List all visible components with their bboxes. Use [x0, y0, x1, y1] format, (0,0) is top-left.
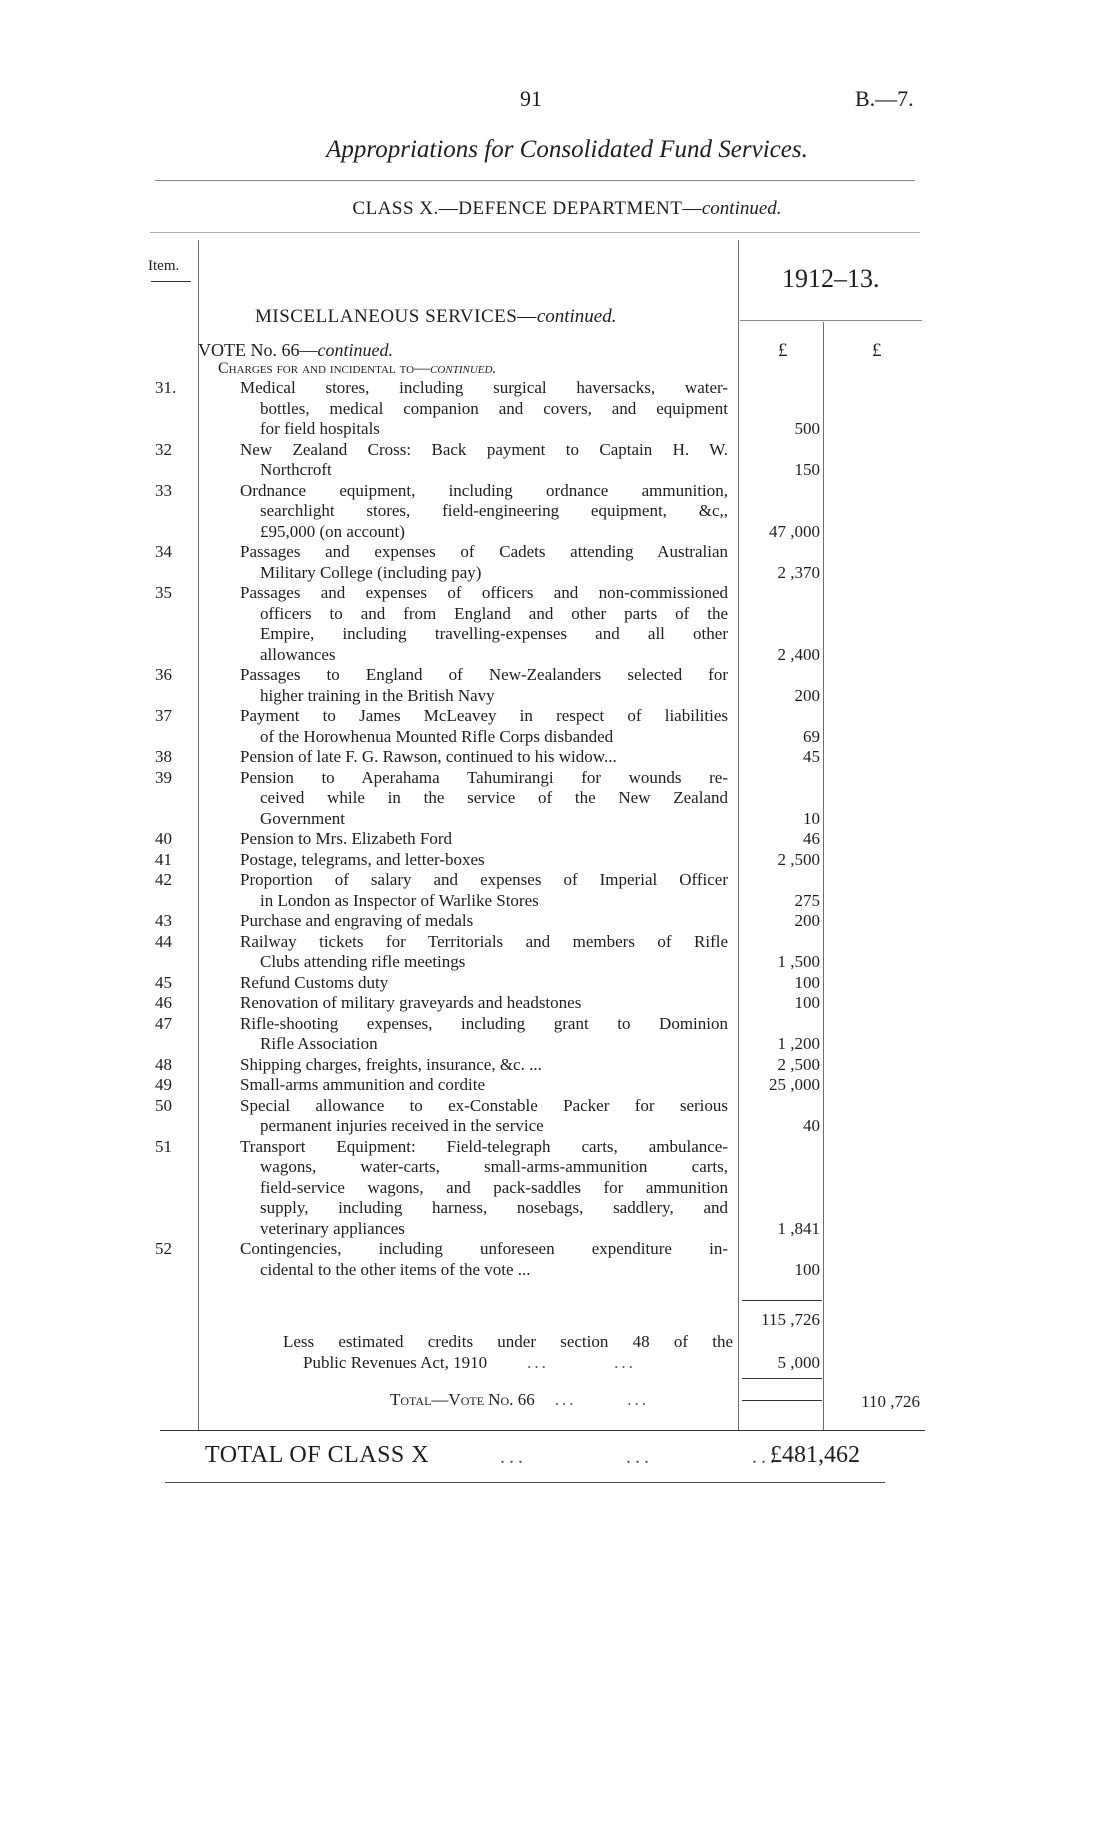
item-number: 49: [155, 1075, 172, 1094]
page-number: 91: [520, 86, 542, 111]
item-description-line: Payment to James McLeavey in respect of liabilities: [240, 706, 728, 725]
item-number: 33: [155, 480, 172, 500]
item-description-line: ceived while in the service of the New Zealand: [260, 788, 728, 807]
item-description-line: Proportion of salary and expenses of Imperial Officer: [240, 870, 728, 889]
item-amount: 2 ,500: [777, 1054, 820, 1074]
item-amount: 45: [803, 747, 820, 766]
item-amount: 1 ,200: [777, 1034, 820, 1053]
page-title: Appropriations for Consolidated Fund Services.: [326, 136, 808, 163]
item-description: [240, 1055, 728, 1076]
item-amount: 200: [794, 911, 820, 930]
item-number: 40: [155, 829, 172, 848]
item-number: 42: [155, 870, 172, 889]
item-amount: 2 ,400: [777, 644, 820, 664]
less-credits-line-2: Public Revenues Act, 1910 ... ...: [303, 1353, 636, 1372]
item-description-line: allowances: [260, 644, 336, 664]
item-description-line: Pension to Mrs. Elizabeth Ford: [240, 829, 453, 848]
item-description-line: veterinary appliances: [260, 1218, 405, 1238]
item-number: 35: [155, 583, 172, 602]
item-description: [240, 829, 728, 850]
item-column-header: Item.: [148, 258, 180, 274]
item-amount: 2 ,500: [777, 849, 820, 869]
item-number: 32: [155, 439, 172, 459]
item-number: 50: [155, 1095, 172, 1115]
item-description-line: bottles, medical companion and covers, and equipment: [260, 398, 728, 418]
item-number: 37: [155, 706, 172, 725]
title-rule: [155, 180, 915, 181]
item-amount: 25 ,000: [769, 1075, 820, 1094]
item-description-line: Shipping charges, freights, insurance, &c. ...: [240, 1054, 542, 1074]
year-column-header: 1912–13.: [782, 264, 880, 293]
item-description-line: New Zealand Cross: Back payment to Captain H. W.: [240, 439, 728, 459]
item-description-line: Passages to England of New-Zealanders selected for: [240, 665, 728, 684]
item-description-line: for field hospitals: [260, 419, 380, 438]
amount-column-divider: [738, 240, 739, 1430]
total-vote-rule: [742, 1400, 822, 1401]
item-description-line: Pension of late F. G. Rawson, continued to his widow...: [240, 747, 617, 766]
item-description-line: Northcroft: [260, 460, 332, 479]
item-column-divider: [198, 240, 199, 1430]
year-header-rule: [740, 320, 922, 321]
item-description: [240, 481, 728, 543]
item-description: [240, 747, 728, 768]
total-vote-label: Total—Vote No. 66 ... ...: [390, 1390, 649, 1409]
item-description-line: Refund Customs duty: [240, 972, 389, 992]
grand-total-label: TOTAL OF CLASS X: [205, 1442, 430, 1468]
subtotal-rule: [742, 1300, 822, 1301]
item-description-line: of the Horowhenua Mounted Rifle Corps disbanded: [260, 726, 614, 746]
item-description-line: wagons, water-carts, small-arms-ammunition carts,: [260, 1157, 728, 1176]
item-description: [240, 583, 728, 665]
less-credits-rule: [742, 1378, 822, 1379]
item-number: 51: [155, 1136, 172, 1156]
item-amount: 100: [794, 1259, 820, 1279]
charges-heading: Charges for and incidental to—continued.: [218, 360, 497, 377]
item-description-line: Transport Equipment: Field-telegraph carts, ambulance-: [240, 1136, 728, 1156]
class-rule: [150, 232, 920, 233]
document-reference: B.—7.: [855, 86, 914, 111]
item-description: [240, 850, 728, 871]
item-number: 34: [155, 542, 172, 561]
item-amount: 200: [794, 685, 820, 705]
item-description-line: searchlight stores, field-engineering equipment, &c,,: [260, 501, 728, 520]
item-header-rule: [151, 281, 191, 282]
item-amount: 100: [794, 972, 820, 992]
item-description-line: Rifle Association: [260, 1034, 378, 1053]
item-description-line: higher training in the British Navy: [260, 685, 495, 705]
item-amount: 47 ,000: [769, 521, 820, 541]
item-amount: 40: [803, 1116, 820, 1135]
item-description: [240, 378, 728, 440]
item-description: [240, 665, 728, 706]
item-description-line: in London as Inspector of Warlike Stores: [260, 890, 539, 910]
item-description-line: Government: [260, 808, 345, 828]
item-number: 36: [155, 665, 172, 684]
item-description-line: supply, including harness, nosebags, saddlery, and: [260, 1198, 728, 1217]
item-description-line: Postage, telegrams, and letter-boxes: [240, 849, 485, 869]
item-description-line: Ordnance equipment, including ordnance ammunition,: [240, 480, 728, 500]
item-amount: 275: [794, 890, 820, 910]
item-number: 52: [155, 1239, 172, 1258]
section-heading: MISCELLANEOUS SERVICES—continued.: [255, 306, 617, 327]
item-description-line: Pension to Aperahama Tahumirangi for wounds re-: [240, 767, 728, 787]
item-description-line: Purchase and engraving of medals: [240, 911, 474, 930]
item-amount: 69: [803, 726, 820, 746]
less-credits-line-1: Less estimated credits under section 48 of the: [283, 1332, 733, 1351]
item-number: 31.: [155, 378, 177, 397]
item-number: 39: [155, 767, 172, 787]
grand-total-leader: ... ... ...: [500, 1446, 779, 1468]
item-description: [240, 911, 728, 932]
item-description: [240, 932, 728, 973]
item-description-line: Passages and expenses of officers and non-commissioned: [240, 583, 728, 602]
item-description-line: Passages and expenses of Cadets attending Australian: [240, 542, 728, 561]
item-number: 46: [155, 993, 172, 1012]
total-vote-amount: 110 ,726: [861, 1392, 920, 1411]
table-bottom-rule: [160, 1430, 925, 1431]
pound-symbol-col1: £: [778, 340, 788, 361]
item-description: [240, 706, 728, 747]
item-description-line: Military College (including pay): [260, 562, 482, 582]
item-amount: 100: [794, 993, 820, 1012]
item-description-line: officers to and from England and other parts of the: [260, 603, 728, 623]
item-description-line: Contingencies, including unforeseen expenditure in-: [240, 1239, 728, 1258]
vote-heading: VOTE No. 66—continued.: [198, 340, 393, 360]
item-number: 45: [155, 972, 172, 992]
item-number: 43: [155, 911, 172, 930]
item-amount: 1 ,500: [777, 952, 820, 971]
item-description-line: Railway tickets for Territorials and members of Rifle: [240, 931, 728, 951]
item-description: [240, 768, 728, 830]
item-description: [240, 870, 728, 911]
less-credits-text: [283, 1331, 733, 1373]
less-credits-amount: 5 ,000: [777, 1353, 820, 1372]
grand-total-amount: £481,462: [770, 1442, 860, 1468]
item-description-line: Special allowance to ex-Constable Packer for serious: [240, 1095, 728, 1115]
item-description: [240, 440, 728, 481]
item-description-line: field-service wagons, and pack-saddles for ammunition: [260, 1177, 728, 1197]
item-description: [240, 1096, 728, 1137]
item-description: [240, 973, 728, 994]
item-description: [240, 542, 728, 583]
item-description: [240, 1137, 728, 1240]
item-number: 38: [155, 747, 172, 766]
subtotal-amount: 115 ,726: [761, 1310, 820, 1329]
item-description-line: permanent injuries received in the service: [260, 1116, 544, 1135]
item-description: [240, 1075, 728, 1096]
item-amount: 10: [803, 808, 820, 828]
item-amount: 500: [794, 419, 820, 438]
item-number: 48: [155, 1054, 172, 1074]
item-description-line: cidental to the other items of the vote ...: [260, 1259, 531, 1279]
item-description: [240, 1014, 728, 1055]
grand-total-rule: [165, 1482, 885, 1483]
item-description-line: £95,000 (on account): [260, 521, 405, 541]
item-description-line: Medical stores, including surgical haversacks, water-: [240, 378, 728, 397]
item-description: [240, 993, 728, 1014]
item-description: [240, 1239, 728, 1280]
subtotal-column-divider: [823, 322, 824, 1430]
item-amount: 46: [803, 829, 820, 848]
item-description-line: Renovation of military graveyards and headstones: [240, 993, 582, 1012]
item-description-line: Empire, including travelling-expenses and all other: [260, 624, 728, 643]
item-number: 44: [155, 931, 172, 951]
item-number: 47: [155, 1013, 172, 1033]
class-heading: CLASS X.—DEFENCE DEPARTMENT—continued.: [352, 198, 782, 219]
item-amount: 2 ,370: [777, 562, 820, 582]
item-amount: 1 ,841: [777, 1218, 820, 1238]
item-number: 41: [155, 849, 172, 869]
item-description-line: Rifle-shooting expenses, including grant to Dominion: [240, 1013, 728, 1033]
item-description-line: Clubs attending rifle meetings: [260, 952, 466, 971]
pound-symbol-col2: £: [872, 340, 882, 361]
item-amount: 150: [794, 460, 820, 479]
item-description-line: Small-arms ammunition and cordite: [240, 1075, 486, 1094]
